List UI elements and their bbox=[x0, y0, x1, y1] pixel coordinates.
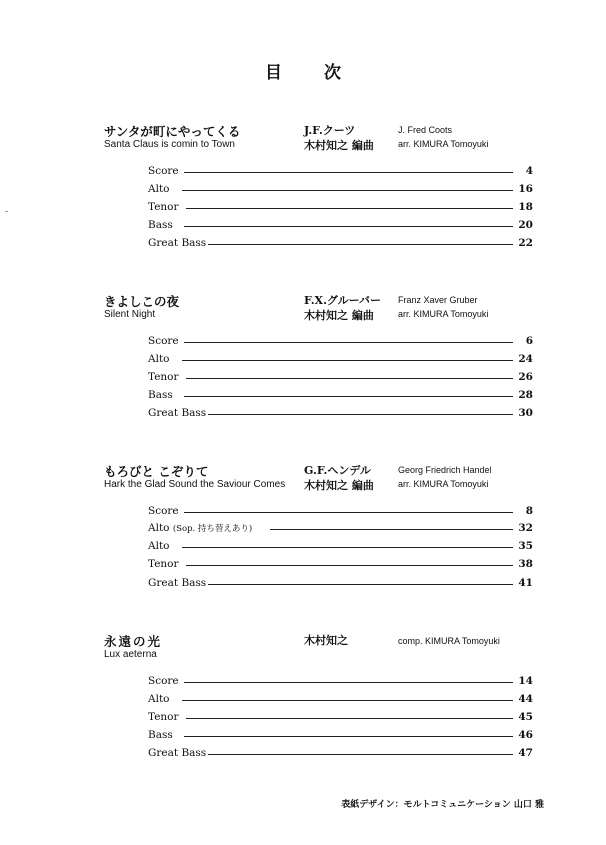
leader-line bbox=[208, 244, 513, 245]
page-number: 22 bbox=[518, 237, 533, 249]
leader-line bbox=[184, 172, 513, 173]
part-name: Score bbox=[148, 165, 179, 177]
part-name: Great Bass bbox=[148, 747, 207, 759]
toc-entry[interactable] bbox=[148, 674, 533, 688]
toc-entry[interactable] bbox=[148, 728, 533, 742]
page-number: 26 bbox=[518, 371, 533, 383]
toc-entry[interactable] bbox=[148, 352, 533, 366]
section-title-ja: 永遠の光 bbox=[104, 634, 163, 649]
page-number: 35 bbox=[518, 540, 533, 552]
leader-line bbox=[208, 754, 513, 755]
part-name: Alto bbox=[148, 693, 170, 705]
toc-entry[interactable] bbox=[148, 388, 533, 402]
section-title-ja: サンタが町にやってくる bbox=[104, 124, 241, 139]
section-title-en: Lux aeterna bbox=[104, 649, 157, 660]
part-name: Tenor bbox=[148, 371, 179, 383]
composer-ja: F.X.グルーバー bbox=[304, 294, 382, 307]
leader-line bbox=[182, 547, 513, 548]
composer-ja: J.F.クーツ bbox=[304, 124, 356, 137]
toc-entry[interactable] bbox=[148, 692, 533, 706]
section-title-en: Hark the Glad Sound the Saviour Comes bbox=[104, 479, 286, 490]
toc-entry[interactable] bbox=[148, 710, 533, 724]
part-name: Alto bbox=[148, 183, 170, 195]
part-name: Great Bass bbox=[148, 407, 207, 419]
cover-design-credit: 表紙デザイン：モルトコミュニケーション 山口 雅 bbox=[341, 800, 544, 810]
arranger-ja: 木村知之 編曲 bbox=[304, 479, 374, 492]
composer-ja: 木村知之 bbox=[304, 634, 348, 647]
part-name bbox=[148, 521, 252, 536]
section-title-en: Santa Claus is comin to Town bbox=[104, 139, 235, 150]
toc-entry[interactable] bbox=[148, 504, 533, 518]
leader-line bbox=[182, 360, 513, 361]
page-number: 44 bbox=[518, 693, 533, 705]
margin-mark bbox=[5, 211, 8, 212]
toc-entry[interactable] bbox=[148, 236, 533, 250]
toc-entry[interactable] bbox=[148, 557, 533, 571]
part-name: Bass bbox=[148, 389, 173, 401]
arranger-en: comp. KIMURA Tomoyuki bbox=[398, 636, 500, 646]
leader-line bbox=[184, 226, 513, 227]
arranger-ja: 木村知之 編曲 bbox=[304, 139, 374, 152]
leader-line bbox=[184, 342, 513, 343]
page-number: 38 bbox=[518, 558, 533, 570]
leader-line bbox=[208, 414, 513, 415]
part-name: Tenor bbox=[148, 711, 179, 723]
section-title-ja: もろびと こぞりて bbox=[104, 464, 209, 479]
toc-entry[interactable] bbox=[148, 539, 533, 553]
part-name: Tenor bbox=[148, 558, 179, 570]
page-number: 4 bbox=[525, 165, 533, 177]
toc-entry[interactable] bbox=[148, 200, 533, 214]
toc-entry[interactable] bbox=[148, 334, 533, 348]
part-name-main: Alto bbox=[148, 522, 170, 534]
part-name: Score bbox=[148, 335, 179, 347]
page-title-char-2: 次 bbox=[324, 63, 341, 83]
section-title-en: Silent Night bbox=[104, 309, 156, 320]
composer-ja: G.F.ヘンデル bbox=[304, 464, 371, 477]
leader-line bbox=[186, 565, 513, 566]
page-number: 6 bbox=[525, 335, 533, 347]
toc-entry[interactable] bbox=[148, 370, 533, 384]
leader-line bbox=[184, 682, 513, 683]
part-name: Great Bass bbox=[148, 237, 207, 249]
leader-line bbox=[270, 529, 513, 530]
toc-entry[interactable] bbox=[148, 406, 533, 420]
leader-line bbox=[184, 512, 513, 513]
leader-line bbox=[208, 584, 513, 585]
page-number: 24 bbox=[518, 353, 533, 365]
page-title-char-1: 目 bbox=[265, 63, 282, 83]
leader-line bbox=[182, 700, 513, 701]
page-number: 46 bbox=[518, 729, 533, 741]
page-number: 8 bbox=[525, 505, 533, 517]
part-name: Great Bass bbox=[148, 577, 207, 589]
part-name: Bass bbox=[148, 219, 173, 231]
arranger-ja: 木村知之 編曲 bbox=[304, 309, 374, 322]
page-number: 41 bbox=[518, 577, 533, 589]
leader-line bbox=[184, 396, 513, 397]
page-number: 47 bbox=[518, 747, 533, 759]
composer-en: J. Fred Coots bbox=[398, 125, 453, 135]
section-title-ja: きよしこの夜 bbox=[104, 294, 180, 309]
part-name: Bass bbox=[148, 729, 173, 741]
toc-entry[interactable] bbox=[148, 746, 533, 760]
part-name: Score bbox=[148, 505, 179, 517]
leader-line bbox=[182, 190, 513, 191]
page-number: 45 bbox=[518, 711, 533, 723]
page-number: 32 bbox=[518, 522, 533, 534]
page-number: 16 bbox=[518, 183, 533, 195]
leader-line bbox=[186, 718, 513, 719]
leader-line bbox=[184, 736, 513, 737]
arranger-en: arr. KIMURA Tomoyuki bbox=[398, 309, 489, 319]
composer-en: Georg Friedrich Handel bbox=[398, 465, 492, 475]
page-number: 20 bbox=[518, 219, 533, 231]
part-note: (Sop. 持ち替えあり) bbox=[172, 524, 253, 534]
toc-entry[interactable] bbox=[148, 218, 533, 232]
page-number: 30 bbox=[518, 407, 533, 419]
leader-line bbox=[186, 208, 513, 209]
part-name: Score bbox=[148, 675, 179, 687]
toc-entry[interactable] bbox=[148, 576, 533, 590]
page-title bbox=[0, 58, 606, 83]
page-number: 14 bbox=[518, 675, 533, 687]
arranger-en: arr. KIMURA Tomoyuki bbox=[398, 139, 489, 149]
page-number: 18 bbox=[518, 201, 533, 213]
page-number: 28 bbox=[518, 389, 533, 401]
composer-en: Franz Xaver Gruber bbox=[398, 295, 478, 305]
toc-entry[interactable] bbox=[148, 182, 533, 196]
leader-line bbox=[186, 378, 513, 379]
part-name: Alto bbox=[148, 353, 170, 365]
part-name: Alto bbox=[148, 540, 170, 552]
toc-entry[interactable] bbox=[148, 164, 533, 178]
toc-entry[interactable] bbox=[148, 521, 533, 535]
part-name: Tenor bbox=[148, 201, 179, 213]
arranger-en: arr. KIMURA Tomoyuki bbox=[398, 479, 489, 489]
